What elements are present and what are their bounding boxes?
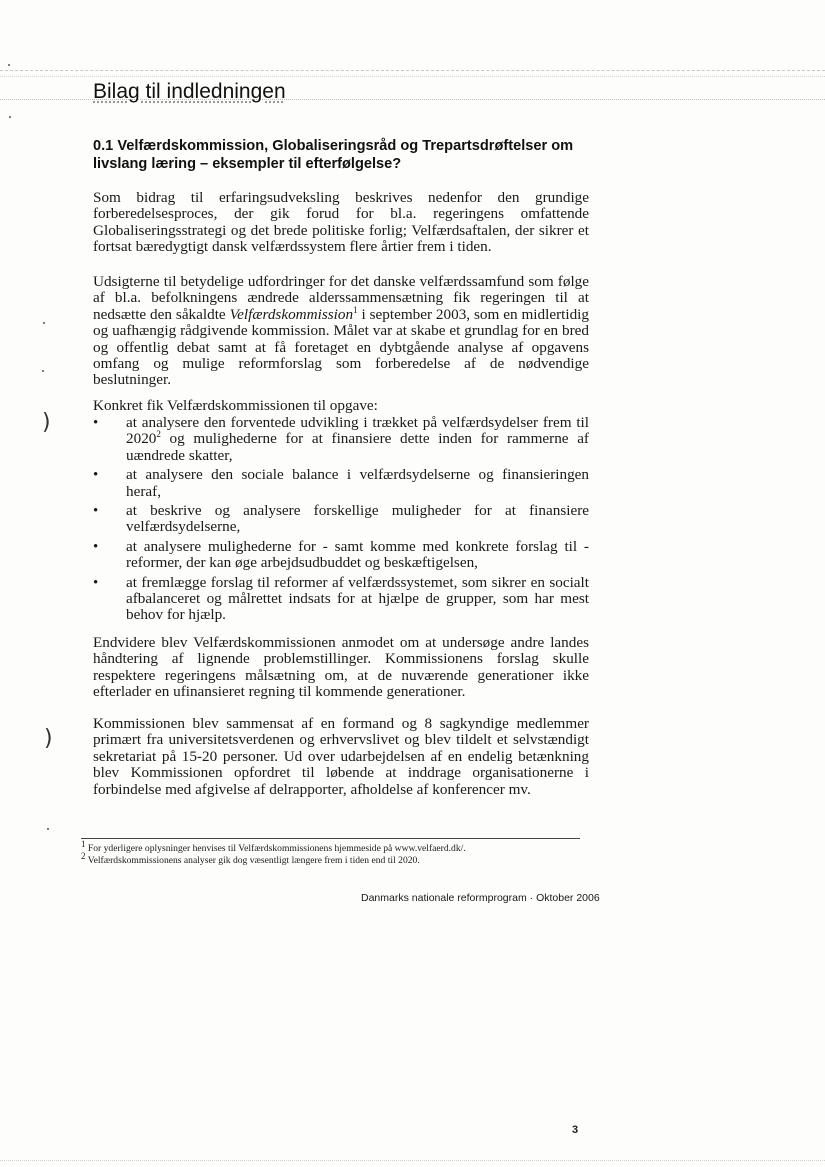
scan-speck: [47, 828, 49, 830]
footnote-text: For yderligere oplysninger henvises til Velfærdskommissionens hjemmeside på www.velfaerd.dk/.: [85, 843, 466, 854]
section-title: Bilag til indledningen: [93, 80, 286, 103]
bullet-icon: •: [93, 503, 99, 520]
list-item-text: at beskrive og analysere forskellige muligheder for at finansiere velfærdsydelserne,: [126, 502, 589, 536]
list-item: [93, 415, 589, 464]
paragraph-text: i september 2003, som en midlertidig og uafhængig rådgivende kommission. Målet var at skabe et grundlag for en bred og offentlig debat samt at få foretaget en dybtgående analyse af opgavens omfang og mulige reformforslag som forberedelse af de nødvendige beslutninger.: [93, 305, 589, 389]
scan-artifact-line: [0, 70, 825, 72]
bullet-icon: •: [93, 415, 99, 431]
bullet-icon: •: [93, 574, 99, 591]
footnote-number: 2: [81, 850, 86, 861]
footnote-ref: 2: [156, 429, 161, 440]
footer-label: Danmarks nationale reformprogram · Oktober 2006: [361, 892, 600, 904]
list-item-text: at analysere den forventede udvikling i trækket på velfærdsydelser frem til 2020: [126, 414, 589, 448]
scan-speck: [8, 64, 10, 66]
commission-name: Velfærdskommission: [229, 305, 354, 323]
paragraph-intro: Som bidrag til erfaringsudveksling beskrives nedenfor den grundige forberedelsesproces, der gik forud for bl.a. regeringens omfattende Globaliseringsstrategi og det brede politiske forlig; Velfærdsaftalen, der sikrer et fortsat bæredygtigt dansk velfærdssystem flere årtier frem i tiden.: [93, 189, 589, 256]
list-item-text: og mulighederne for at finansiere dette inden for rammerne af uændrede skatter,: [126, 430, 589, 464]
footnote-divider: [81, 838, 580, 839]
task-list: [93, 415, 589, 627]
bullet-icon: •: [93, 467, 99, 484]
bullet-icon: •: [93, 538, 99, 555]
margin-mark: ): [44, 726, 53, 751]
paragraph-composition: Kommissionen blev sammensat af en formand og 8 sagkyndige medlemmer primært fra universitetsverdenen og erhvervslivet og blev tildelt et selvstændigt sekretariat på 15-20 personer. Ud over udarbejdelsen af en endelig betænkning blev Kommissionen opfordret til løbende at inddrage organisationerne i forbindelse med afgivelse af delrapporter, afholdelse af konferencer mv.: [93, 715, 589, 798]
list-item: [93, 539, 589, 572]
page-number: 3: [572, 1124, 579, 1136]
list-item-text: at analysere mulighederne for - samt komme med konkrete forslag til - reformer, der kan øge arbejdsudbuddet og beskæftigelsen,: [126, 537, 589, 572]
paragraph-other-countries: Endvidere blev Velfærdskommissionen anmodet om at undersøge andre landes håndtering af lignende problemstillinger. Kommissionens forslag skulle respektere regeringens målsætning om, at de nuværende generationer ikke efterlader en ufinansieret regning til kommende generationer.: [93, 634, 589, 701]
task-list-intro: Konkret fik Velfærdskommissionen til opgave:: [93, 397, 378, 414]
scan-artifact-line: [0, 1160, 825, 1162]
footnote: [81, 850, 420, 867]
paragraph-text: Udsigterne til betydelige udfordringer for det danske velfærdssamfund som følge af bl.a. befolkningens ændrede alderssammensætning fik regeringen til at nedsætte den såkaldte: [93, 273, 589, 323]
scan-artifact-line: [0, 76, 825, 78]
scan-speck: [42, 370, 44, 372]
margin-mark: ): [42, 410, 51, 435]
paragraph-commission: [93, 274, 589, 389]
footnote: [81, 838, 466, 855]
list-item: [93, 503, 589, 536]
footnote-number: 1: [81, 838, 86, 849]
scan-speck: [43, 322, 45, 324]
footnote-ref: 1: [353, 304, 358, 315]
list-item-text: at analysere den sociale balance i velfærdsydelserne og finansieringen heraf,: [126, 466, 589, 500]
scan-speck: [9, 116, 11, 118]
footnote-text: Velfærdskommissionens analyser gik dog væsentligt længere frem i tiden end til 2020.: [85, 855, 420, 866]
list-item-text: at fremlægge forslag til reformer af velfærdssystemet, som sikrer en socialt afbalanceret og målrettet indsats for at hjælpe de grupper, som har mest behov for hjælp.: [126, 573, 589, 624]
list-item: [93, 575, 589, 624]
list-item: [93, 467, 589, 500]
section-heading: 0.1 Velfærdskommission, Globaliseringsråd og Trepartsdrøftelser om livslang læring – eksempler til efterfølgelse?: [93, 138, 574, 172]
